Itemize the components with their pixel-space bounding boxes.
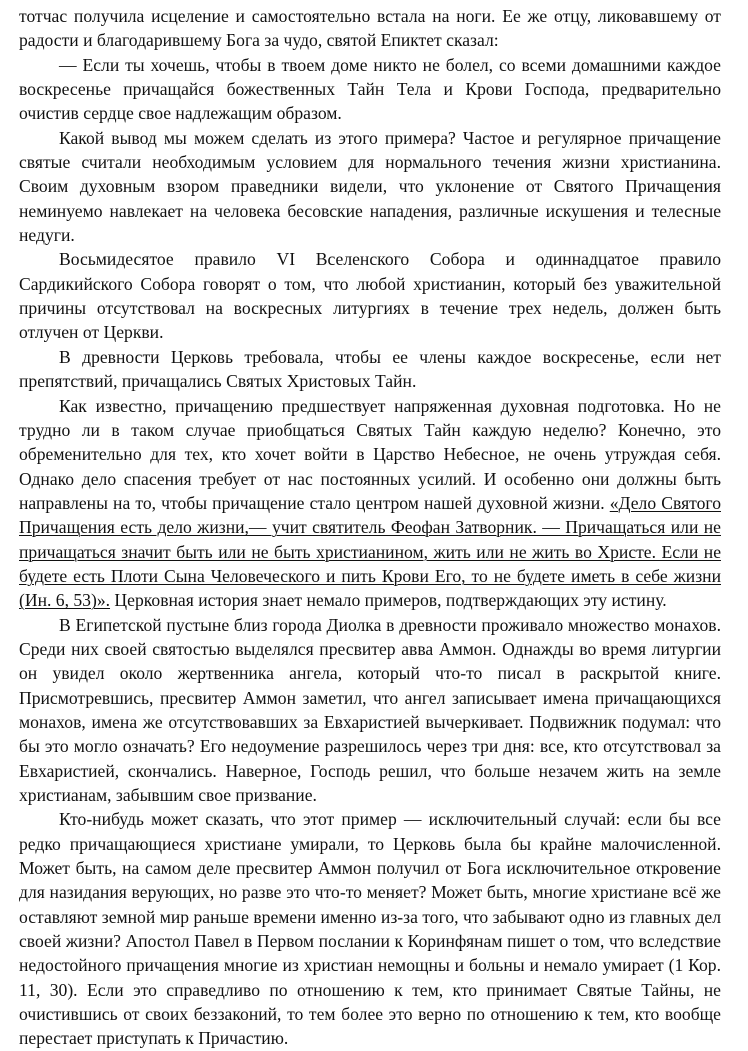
feofan-quote-link[interactable]: «Дело Святого Причащения есть дело жизни,— учит святитель Феофан Затворник. — Причащаться или не причащаться значит быть или не быть христианином, жить или не жить во Христе. Если не будете есть Плоти Сына Человеческого и пить Крови Его, то не будете иметь в себе жизни (Ин. 6, 53)». bbox=[19, 492, 721, 611]
paragraph-egyptian-desert: В Египетской пустыне близ города Диолка в древности проживало множество монахов. Среди них своей святостью выделялся пресвитер авва Аммон. Однажды во время литургии он увидел около жертвенника ангела, который что-то писал в раскрытой книге. Присмотревшись, пресвитер Аммон заметил, что ангел записывает имена причащающихся монахов, имена же отсутствовавших за Евхаристией вычеркивает. Подвижник подумал: что бы это могло означать? Его недоумение разрешилось через три дня: все, кто отсутствовал за Евхаристией, скончались. Наверное, Господь решил, что больше незачем жить на земле христианам, забывшим свое призвание. bbox=[19, 614, 721, 805]
paragraph-preparation-text: Как известно, причащению предшествует напряженная духовная подготовка. Но не трудно ли в таком случае приобщаться Святых Тайн каждую неделю? Конечно, это обременительно для тех, кто хочет войти в Царство Небесное, не очень утруждая себя. Однако дело спасения требует от нас постоянных усилий. И особенно они должны быть направлены на то, чтобы причащение стало центром нашей духовной жизни. bbox=[19, 395, 721, 513]
paragraph-preparation-tail: Церковная история знает немало примеров, подтверждающих эту истину. bbox=[110, 590, 667, 611]
document-page bbox=[19, 4, 721, 1051]
paragraph-conclusion: Какой вывод мы можем сделать из этого примера? Частое и регулярное причащение святые считали необходимым условием для нормального течения жизни христианина. Своим духовным взором праведники видели, что уклонение от Святого Причащения неминуемо навлекает на человека бесовские нападения, различные искушения и телесные недуги. bbox=[19, 127, 721, 246]
paragraph-preparation bbox=[19, 394, 721, 613]
paragraph-epictetus-quote: — Если ты хочешь, чтобы в твоем доме никто не болел, со всеми домашними каждое воскресенье причащайся божественных Тайн Тела и Крови Господа, предварительно очистив сердце свое надлежащим образом. bbox=[19, 54, 721, 124]
paragraph-exceptional-case: Кто-нибудь может сказать, что этот пример — исключительный случай: если бы все редко причащающиеся христиане умирали, то Церковь была бы крайне малочисленной. Может быть, на самом деле пресвитер Аммон получил от Бога исключительное откровение для назидания верующих, но разве это что-то меняет? Может быть, многие христиане всё же оставляют земной мир раньше времени именно из-за того, что забывают одно из главных дел своей жизни? Апостол Павел в Первом послании к Коринфянам пишет о том, что вследствие недостойного причащения многие из христиан немощны и больны и немало умирает (1 Кор. 11, 30). Если это справедливо по отношению к тем, кто принимает Святые Тайны, не очистившись от своих беззаконий, то тем более это верно по отношению к тем, кто вообще перестает приступать к Причастию. bbox=[19, 809, 721, 1049]
paragraph-ancient-church: В древности Церковь требовала, чтобы ее члены каждое воскресенье, если нет препятствий, причащались Святых Христовых Тайн. bbox=[19, 346, 721, 392]
paragraph-council-rules: Восьмидесятое правило VI Вселенского Собора и одиннадцатое правило Сардикийского Собора говорят о том, что любой христианин, который без уважительной причины отсутствовал на воскресных литургиях в течение трех недель, должен быть отлучен от Церкви. bbox=[19, 249, 721, 343]
paragraph-continuation: тотчас получила исцеление и самостоятельно встала на ноги. Ее же отцу, ликовавшему от радости и благодарившему Бога за чудо, святой Епиктет сказал: bbox=[19, 6, 721, 51]
